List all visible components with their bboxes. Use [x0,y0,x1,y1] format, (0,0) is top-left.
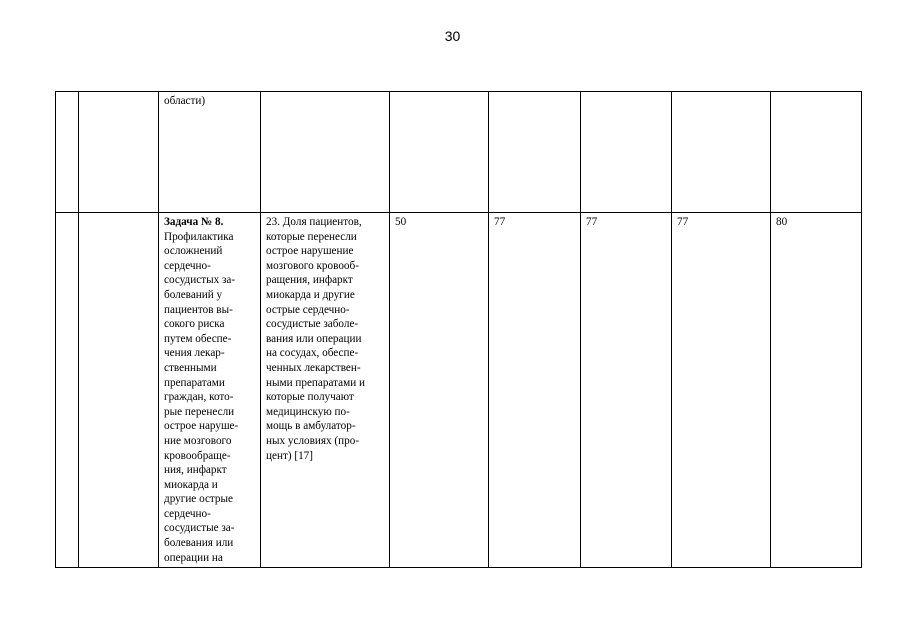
table-row [56,92,862,213]
task-title: Задача № 8. [164,216,224,228]
table-row [56,213,862,568]
table-cell-task [159,213,261,568]
table-cell-value: 77 [581,213,672,568]
table-cell-number [56,92,79,213]
table-cell-value: 50 [390,213,489,568]
table-cell-value: 77 [672,213,771,568]
table-cell-section [79,213,159,568]
table-cell-value [390,92,489,213]
table-cell-value [581,92,672,213]
task-description: Профилактика осложнений сердечно- сосудистых за- болеваний у пациентов вы- сокого риска путем обеспе- чения лекар- ственными препаратами граждан, кото- рые перенесли острое наруше- ние мозгового кровообраще- ния, инфаркт миокарда и другие острые сердечно- сосудистые за- болевания или операции на [164,230,239,564]
table-cell-task: области) [159,92,261,213]
table-cell-value: 77 [489,213,581,568]
table-cell-value [771,92,862,213]
table-cell-section [79,92,159,213]
table-cell-value [489,92,581,213]
table-cell-number [56,213,79,568]
page-number: 30 [444,28,461,44]
table-cell-indicator: 23. Доля пациентов, которые перенесли острое нарушение мозгового кровооб- ращения, инфаркт миокарда и другие острые сердечно- сосудистые заболе- вания или операции на сосудах, обеспе- ченных лекарствен- ными препаратами и которые получают медицинскую по- мощь в амбулатор- ных условиях (про- цент) [17] [261,213,390,568]
data-table [55,91,862,568]
table-cell-value [672,92,771,213]
table-cell-value: 80 [771,213,862,568]
table-cell-indicator [261,92,390,213]
